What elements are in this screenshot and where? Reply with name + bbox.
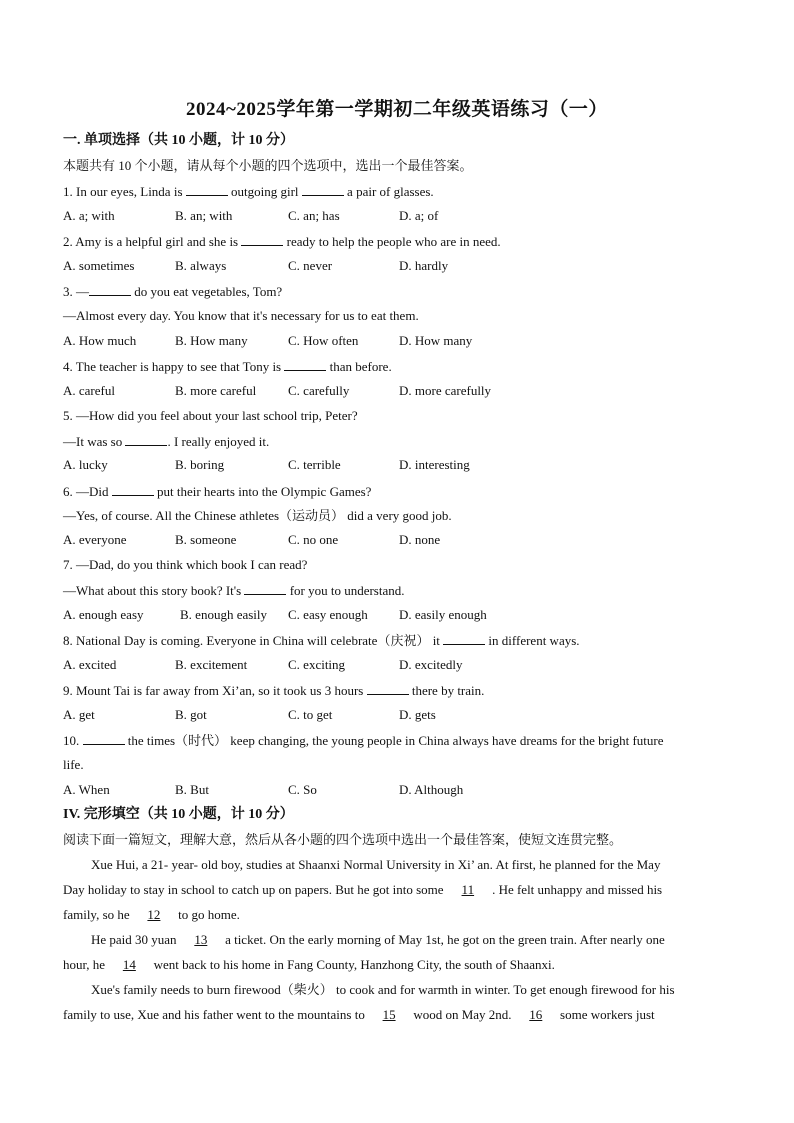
option-b[interactable]: B. boring xyxy=(175,457,225,472)
passage-line: hour, he 14 went back to his home in Fang County, Hanzhong City, the south of Shaanxi. xyxy=(63,957,555,972)
answer-blank xyxy=(443,632,485,645)
option-a[interactable]: A. everyone xyxy=(63,532,127,547)
page-title: 2024~2025学年第一学期初二年级英语练习（一） xyxy=(186,99,608,120)
question-8-options xyxy=(63,657,733,673)
option-a[interactable]: A. How much xyxy=(63,333,137,348)
option-c[interactable]: C. So xyxy=(288,782,317,797)
question-8: 8. National Day is coming. Everyone in China will celebrate（庆祝） it in different ways. xyxy=(63,633,580,648)
question-2-options xyxy=(63,258,733,274)
question-6-options xyxy=(63,532,733,548)
option-a[interactable]: A. sometimes xyxy=(63,258,135,273)
passage-line: family to use, Xue and his father went to the mountains to 15 wood on May 2nd. 16 some workers just xyxy=(63,1007,655,1022)
passage-line: He paid 30 yuan 13 a ticket. On the early morning of May 1st, he got on the green train. After nearly one xyxy=(91,932,665,947)
question-5-options xyxy=(63,457,733,473)
question-7-options xyxy=(63,607,733,623)
option-a[interactable]: A. lucky xyxy=(63,457,108,472)
option-b[interactable]: B. excitement xyxy=(175,657,248,672)
question-3: 3. — do you eat vegetables, Tom? xyxy=(63,284,283,299)
option-c[interactable]: C. never xyxy=(288,258,333,273)
question-4-options xyxy=(63,383,733,399)
option-c[interactable]: C. How often xyxy=(288,333,359,348)
option-b[interactable]: B. But xyxy=(175,782,209,797)
option-d[interactable]: D. a; of xyxy=(399,208,439,223)
option-d[interactable]: D. interesting xyxy=(399,457,470,472)
question-6-reply: —Yes, of course. All the Chinese athletes（运动员） did a very good job. xyxy=(63,508,452,523)
question-10-options xyxy=(63,782,733,798)
question-3-options xyxy=(63,333,733,349)
section1-heading: 一. 单项选择（共 10 小题，计 10 分） xyxy=(63,133,294,148)
option-c[interactable]: C. terrible xyxy=(288,457,341,472)
passage-line: Day holiday to stay in school to catch up on papers. But he got into some 11 . He felt unhappy and missed his xyxy=(63,882,663,897)
option-b[interactable]: B. got xyxy=(175,707,207,722)
option-d[interactable]: D. Although xyxy=(399,782,464,797)
question-9: 9. Mount Tai is far away from Xi’an, so it took us 3 hours there by train. xyxy=(63,683,485,698)
option-b[interactable]: B. always xyxy=(175,258,227,273)
answer-blank xyxy=(241,233,283,246)
option-d[interactable]: D. How many xyxy=(399,333,473,348)
option-d[interactable]: D. excitedly xyxy=(399,657,463,672)
answer-blank xyxy=(244,582,286,595)
question-9-options xyxy=(63,707,733,723)
question-5: 5. —How did you feel about your last school trip, Peter? xyxy=(63,408,358,423)
option-c[interactable]: C. easy enough xyxy=(288,607,368,622)
answer-blank xyxy=(89,283,131,296)
question-4: 4. The teacher is happy to see that Tony is than before. xyxy=(63,359,392,374)
option-b[interactable]: B. an; with xyxy=(175,208,233,223)
answer-blank xyxy=(112,483,154,496)
question-1-options xyxy=(63,208,733,224)
cloze-blank-14: 14 xyxy=(122,957,136,972)
question-7: 7. —Dad, do you think which book I can read? xyxy=(63,557,308,572)
question-10: 10. the times（时代） keep changing, the young people in China always have dreams for the bright future xyxy=(63,733,664,748)
option-c[interactable]: C. carefully xyxy=(288,383,350,398)
cloze-blank-13: 13 xyxy=(194,932,208,947)
option-a[interactable]: A. enough easy xyxy=(63,607,144,622)
option-d[interactable]: D. hardly xyxy=(399,258,449,273)
option-c[interactable]: C. exciting xyxy=(288,657,346,672)
option-d[interactable]: D. gets xyxy=(399,707,436,722)
option-c[interactable]: C. to get xyxy=(288,707,333,722)
option-b[interactable]: B. more careful xyxy=(175,383,257,398)
option-d[interactable]: D. none xyxy=(399,532,441,547)
passage-line: family, so he 12 to go home. xyxy=(63,907,240,922)
answer-blank xyxy=(284,358,326,371)
cloze-blank-12: 12 xyxy=(147,907,161,922)
answer-blank xyxy=(83,732,125,745)
cloze-blank-15: 15 xyxy=(382,1007,396,1022)
section1-instruction: 本题共有 10 个小题，请从每个小题的四个选项中，选出一个最佳答案。 xyxy=(63,158,473,173)
option-a[interactable]: A. excited xyxy=(63,657,117,672)
question-7-reply: —What about this story book? It's for you to understand. xyxy=(63,583,405,598)
option-a[interactable]: A. a; with xyxy=(63,208,115,223)
answer-blank xyxy=(186,183,228,196)
question-10-continued: life. xyxy=(63,757,84,772)
passage-line: Xue Hui, a 21- year- old boy, studies at Shaanxi Normal University in Xi’ an. At first, he planned for the May xyxy=(91,857,661,872)
cloze-blank-11: 11 xyxy=(461,882,475,897)
passage-line: Xue's family needs to burn firewood（柴火） to cook and for warmth in winter. To get enough firewood for his xyxy=(91,982,675,997)
section4-heading: IV. 完形填空（共 10 小题，计 10 分） xyxy=(63,807,294,822)
section4-instruction: 阅读下面一篇短文，理解大意，然后从各小题的四个选项中选出一个最佳答案，使短文连贯完整。 xyxy=(63,832,623,847)
question-2: 2. Amy is a helpful girl and she is ready to help the people who are in need. xyxy=(63,234,501,249)
question-3-reply: —Almost every day. You know that it's necessary for us to eat them. xyxy=(63,308,419,323)
option-c[interactable]: C. an; has xyxy=(288,208,340,223)
question-1: 1. In our eyes, Linda is outgoing girl a pair of glasses. xyxy=(63,184,434,199)
question-5-reply: —It was so . I really enjoyed it. xyxy=(63,434,270,449)
option-d[interactable]: D. easily enough xyxy=(399,607,487,622)
cloze-blank-16: 16 xyxy=(529,1007,543,1022)
answer-blank xyxy=(302,183,344,196)
answer-blank xyxy=(125,433,167,446)
answer-blank xyxy=(367,682,409,695)
option-b[interactable]: B. enough easily xyxy=(180,607,268,622)
option-c[interactable]: C. no one xyxy=(288,532,339,547)
option-b[interactable]: B. someone xyxy=(175,532,237,547)
option-a[interactable]: A. careful xyxy=(63,383,115,398)
option-b[interactable]: B. How many xyxy=(175,333,248,348)
option-a[interactable]: A. get xyxy=(63,707,95,722)
question-6: 6. —Did put their hearts into the Olympic Games? xyxy=(63,484,372,499)
option-a[interactable]: A. When xyxy=(63,782,110,797)
option-d[interactable]: D. more carefully xyxy=(399,383,492,398)
